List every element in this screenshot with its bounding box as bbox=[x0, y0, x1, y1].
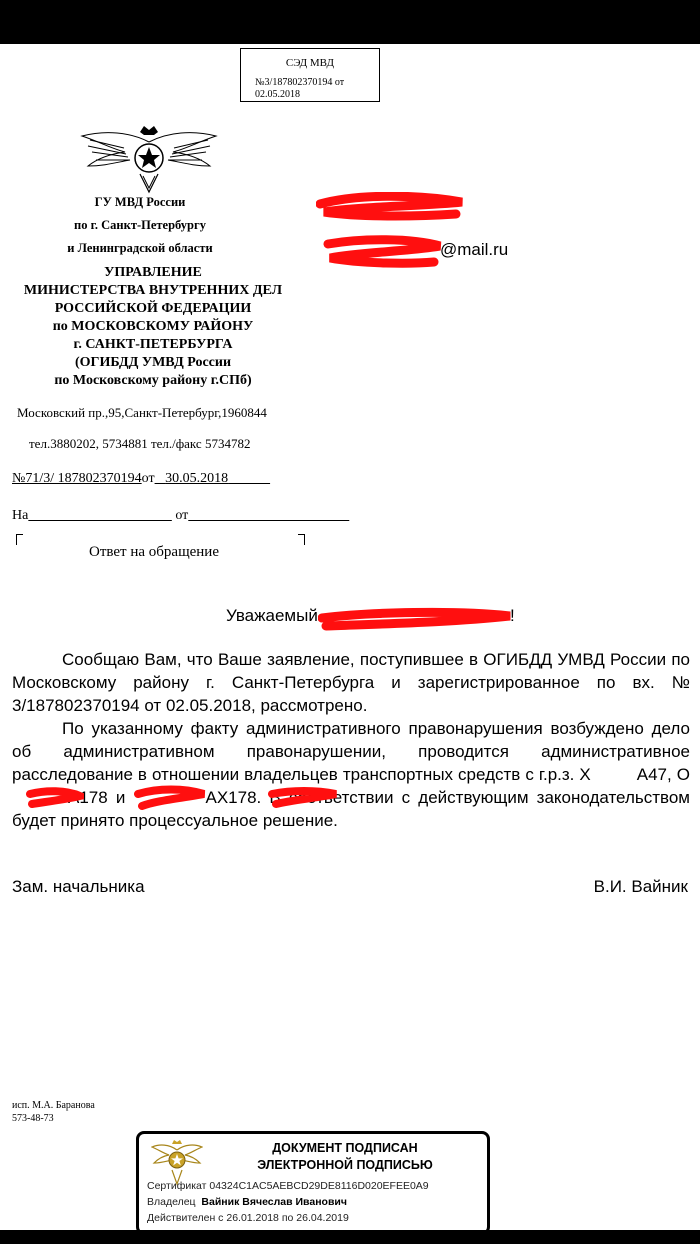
reg-number: №71/3/ 187802370194 bbox=[12, 471, 142, 486]
validity-line: Действителен с 26.01.2018 по 26.04.2019 bbox=[147, 1212, 349, 1224]
stamp-title: ДОКУМЕНТ ПОДПИСАН ЭЛЕКТРОННОЙ ПОДПИСЬЮ bbox=[257, 1141, 433, 1172]
redaction-mark bbox=[134, 784, 208, 812]
letter-body bbox=[12, 648, 690, 832]
redaction-mark bbox=[268, 786, 340, 812]
greeting-end: ! bbox=[510, 606, 515, 625]
signer-name: В.И. Вайник bbox=[593, 877, 688, 896]
on-label: На bbox=[12, 508, 29, 523]
reg-from-label: от bbox=[141, 471, 155, 486]
dept-line: по МОСКОВСКОМУ РАЙОНУ bbox=[52, 319, 254, 334]
mvd-emblem-icon bbox=[80, 122, 218, 194]
redaction-mark bbox=[26, 786, 84, 812]
executor-phone: 573-48-73 bbox=[12, 1113, 54, 1124]
department-block bbox=[0, 264, 306, 390]
corner-mark-right bbox=[298, 534, 305, 545]
corner-mark-left bbox=[16, 534, 23, 545]
sed-registration-stamp bbox=[240, 48, 380, 102]
dept-line: г. САНКТ-ПЕТЕРБУРГА bbox=[73, 337, 233, 352]
executor-block bbox=[12, 1099, 95, 1125]
electronic-signature-stamp bbox=[136, 1131, 490, 1235]
phone-numbers: тел.3880202, 5734881 тел./факс 5734782 bbox=[29, 436, 251, 451]
dept-line: МИНИСТЕРСТВА ВНУТРЕННИХ ДЕЛ bbox=[23, 283, 283, 298]
registration-number-line bbox=[12, 471, 270, 487]
dept-line: РОССИЙСКОЙ ФЕДЕРАЦИИ bbox=[54, 301, 252, 316]
address: Московский пр.,95,Санкт-Петербург,1960844 bbox=[17, 405, 267, 420]
dept-line: (ОГИБДД УМВД России bbox=[74, 355, 232, 370]
redaction-mark bbox=[322, 234, 446, 270]
from-label: от bbox=[175, 508, 189, 523]
greeting: Уважаемый bbox=[226, 606, 318, 625]
on-from-line bbox=[12, 508, 349, 524]
mvd-emblem-small-icon bbox=[151, 1138, 203, 1186]
reg-date: 30.05.2018 bbox=[165, 471, 229, 486]
paragraph-2: По указанному факту административного правонарушения возбуждено дело об административном правонарушении, проводится административное расследование в отношении владельцев транспортных средств с г.р.з. Х А47, ОА178 и АХ178. В соответствии с действующим законодательством будет принято процессуальное решение. bbox=[12, 719, 690, 830]
subject-line: Ответ на обращение bbox=[89, 544, 219, 560]
owner-line: Владелец Вайник Вячеслав Иванович bbox=[147, 1196, 347, 1208]
organization-block bbox=[40, 191, 240, 260]
redaction-mark bbox=[318, 606, 514, 634]
sed-title: СЭД МВД bbox=[285, 57, 335, 69]
dept-line: по Московскому району г.СПб) bbox=[54, 373, 252, 388]
redaction-mark bbox=[316, 192, 466, 222]
certificate-line: Сертификат 04324C1AC5AEBCD29DE8116D020EFEE0A9 bbox=[147, 1180, 429, 1192]
org-line: и Ленинградской области bbox=[67, 241, 213, 255]
executor-name: исп. М.А. Баранова bbox=[12, 1100, 95, 1111]
signer-position: Зам. начальника bbox=[12, 877, 145, 896]
top-black-bar bbox=[0, 0, 700, 44]
paragraph-1: Сообщаю Вам, что Ваше заявление, поступившее в ОГИБДД УМВД России по Московскому району г. Санкт-Петербурга и зарегистрированное по вх. № 3/187802370194 от 02.05.2018, рассмотрено. bbox=[12, 650, 690, 715]
recipient-email: @mail.ru bbox=[440, 240, 509, 259]
sed-number: №3/187802370194 от 02.05.2018 bbox=[255, 77, 345, 100]
org-line: по г. Санкт-Петербургу bbox=[74, 218, 206, 232]
org-line: ГУ МВД России bbox=[94, 195, 186, 209]
bottom-black-bar bbox=[0, 1230, 700, 1244]
dept-line: УПРАВЛЕНИЕ bbox=[104, 265, 202, 280]
